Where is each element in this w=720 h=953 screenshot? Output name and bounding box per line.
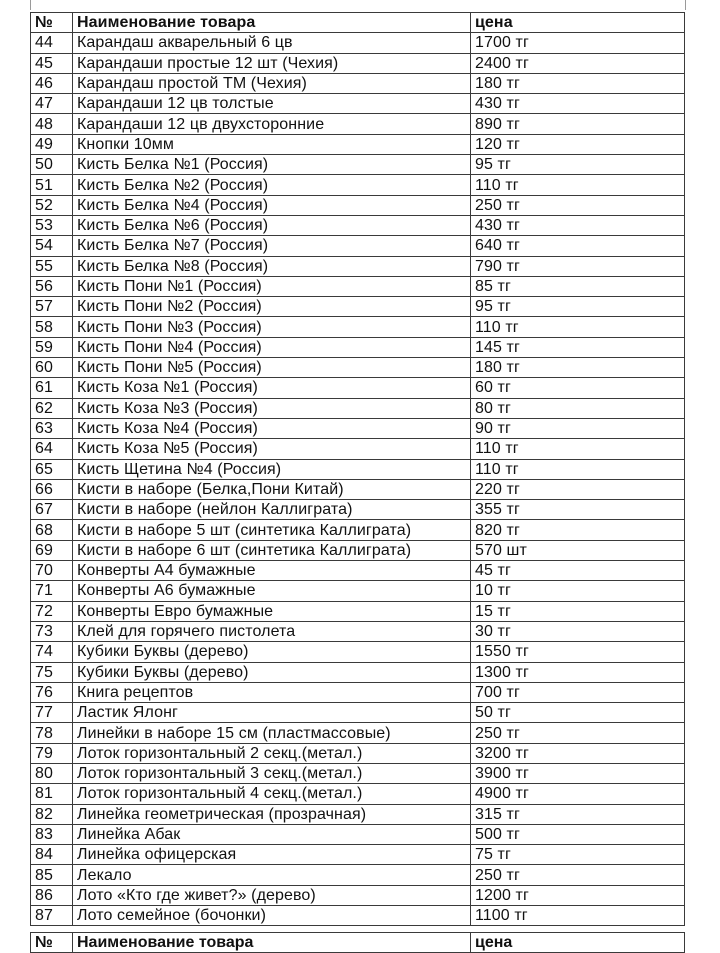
table-row (31, 439, 685, 459)
row-number: 58 (31, 317, 73, 337)
row-item-name: Конверты А6 бумажные (73, 581, 471, 601)
row-price: 85 тг (471, 276, 685, 296)
row-item-name: Кисть Пони №2 (Россия) (73, 297, 471, 317)
table-row (31, 906, 685, 926)
row-price: 90 тг (471, 418, 685, 438)
row-item-name: Кисть Белка №7 (Россия) (73, 236, 471, 256)
row-item-name: Кисть Щетина №4 (Россия) (73, 459, 471, 479)
table-row (31, 195, 685, 215)
row-item-name: Кубики Буквы (дерево) (73, 642, 471, 662)
row-item-name: Книга рецептов (73, 682, 471, 702)
row-number: 45 (31, 53, 73, 73)
row-price: 250 тг (471, 865, 685, 885)
row-price: 700 тг (471, 682, 685, 702)
row-number: 67 (31, 500, 73, 520)
row-price: 110 тг (471, 459, 685, 479)
row-number: 86 (31, 885, 73, 905)
row-price: 145 тг (471, 337, 685, 357)
row-number: 51 (31, 175, 73, 195)
row-price: 180 тг (471, 358, 685, 378)
row-number: 61 (31, 378, 73, 398)
row-price: 430 тг (471, 215, 685, 235)
row-number: 81 (31, 784, 73, 804)
row-item-name: Лото семейное (бочонки) (73, 906, 471, 926)
table-row (31, 662, 685, 682)
row-number: 59 (31, 337, 73, 357)
price-table (30, 12, 685, 926)
table-row (31, 418, 685, 438)
row-number: 75 (31, 662, 73, 682)
page-corner-mark-left (30, 0, 31, 10)
cut-header-price: цена (471, 933, 685, 953)
table-row (31, 236, 685, 256)
table-row (31, 459, 685, 479)
row-number: 68 (31, 520, 73, 540)
row-item-name: Кисть Коза №3 (Россия) (73, 398, 471, 418)
cut-header-number: № (31, 933, 73, 953)
row-item-name: Линейки в наборе 15 см (пластмассовые) (73, 723, 471, 743)
row-item-name: Ластик Ялонг (73, 703, 471, 723)
table-header-row (31, 13, 685, 33)
row-item-name: Лекало (73, 865, 471, 885)
row-number: 78 (31, 723, 73, 743)
row-price: 250 тг (471, 195, 685, 215)
header-price: цена (471, 13, 685, 33)
table-row (31, 581, 685, 601)
row-number: 47 (31, 94, 73, 114)
row-number: 76 (31, 682, 73, 702)
row-item-name: Кисти в наборе 6 шт (синтетика Каллиграта) (73, 540, 471, 560)
page-corner-mark-right (685, 0, 686, 10)
row-item-name: Клей для горячего пистолета (73, 621, 471, 641)
row-item-name: Линейка геометрическая (прозрачная) (73, 804, 471, 824)
row-item-name: Кисть Белка №6 (Россия) (73, 215, 471, 235)
row-item-name: Кисть Белка №8 (Россия) (73, 256, 471, 276)
table-row (31, 215, 685, 235)
row-number: 82 (31, 804, 73, 824)
row-item-name: Кисть Белка №2 (Россия) (73, 175, 471, 195)
table-row (31, 743, 685, 763)
row-number: 48 (31, 114, 73, 134)
row-price: 120 тг (471, 134, 685, 154)
row-number: 54 (31, 236, 73, 256)
row-price: 110 тг (471, 317, 685, 337)
table-row (31, 297, 685, 317)
row-price: 1550 тг (471, 642, 685, 662)
table-row (31, 642, 685, 662)
table-row (31, 358, 685, 378)
row-number: 53 (31, 215, 73, 235)
row-number: 85 (31, 865, 73, 885)
row-item-name: Кисть Белка №1 (Россия) (73, 155, 471, 175)
table-row (31, 723, 685, 743)
row-price: 1300 тг (471, 662, 685, 682)
table-row (31, 53, 685, 73)
row-item-name: Кисти в наборе (нейлон Каллиграта) (73, 500, 471, 520)
row-price: 430 тг (471, 94, 685, 114)
table-row (31, 276, 685, 296)
row-item-name: Кисть Коза №5 (Россия) (73, 439, 471, 459)
row-number: 80 (31, 763, 73, 783)
table-row (31, 114, 685, 134)
row-number: 83 (31, 824, 73, 844)
table-row (31, 256, 685, 276)
next-page-header-fragment (30, 932, 684, 951)
row-price: 80 тг (471, 398, 685, 418)
table-row (31, 337, 685, 357)
row-item-name: Карандаш акварельный 6 цв (73, 33, 471, 53)
row-price: 1200 тг (471, 885, 685, 905)
table-body (31, 33, 685, 926)
row-price: 45 тг (471, 561, 685, 581)
row-item-name: Кисть Коза №4 (Россия) (73, 418, 471, 438)
table-row (31, 155, 685, 175)
row-number: 55 (31, 256, 73, 276)
row-item-name: Кисть Белка №4 (Россия) (73, 195, 471, 215)
row-item-name: Карандаши 12 цв толстые (73, 94, 471, 114)
row-price: 110 тг (471, 439, 685, 459)
row-number: 77 (31, 703, 73, 723)
row-price: 180 тг (471, 73, 685, 93)
table-row (31, 479, 685, 499)
row-item-name: Кисти в наборе (Белка,Пони Китай) (73, 479, 471, 499)
row-price: 4900 тг (471, 784, 685, 804)
row-item-name: Кисти в наборе 5 шт (синтетика Каллиграта) (73, 520, 471, 540)
table-row (31, 175, 685, 195)
table-row (31, 540, 685, 560)
row-item-name: Линейка офицерская (73, 845, 471, 865)
table-row (31, 703, 685, 723)
row-item-name: Конверты А4 бумажные (73, 561, 471, 581)
table-row (31, 317, 685, 337)
row-price: 3200 тг (471, 743, 685, 763)
table-row (31, 561, 685, 581)
row-number: 50 (31, 155, 73, 175)
table-row (31, 94, 685, 114)
row-number: 87 (31, 906, 73, 926)
row-number: 72 (31, 601, 73, 621)
row-price: 1700 тг (471, 33, 685, 53)
row-item-name: Лоток горизонтальный 4 секц.(метал.) (73, 784, 471, 804)
row-number: 84 (31, 845, 73, 865)
row-item-name: Карандаши простые 12 шт (Чехия) (73, 53, 471, 73)
row-item-name: Кнопки 10мм (73, 134, 471, 154)
row-price: 60 тг (471, 378, 685, 398)
table-row (31, 865, 685, 885)
table-row (31, 763, 685, 783)
row-number: 66 (31, 479, 73, 499)
row-number: 71 (31, 581, 73, 601)
table-row (31, 824, 685, 844)
cut-header-row (31, 933, 685, 953)
row-item-name: Кисть Пони №4 (Россия) (73, 337, 471, 357)
row-number: 46 (31, 73, 73, 93)
row-price: 30 тг (471, 621, 685, 641)
table-row (31, 845, 685, 865)
table-row (31, 682, 685, 702)
row-price: 890 тг (471, 114, 685, 134)
table-row (31, 33, 685, 53)
row-price: 820 тг (471, 520, 685, 540)
table-row (31, 520, 685, 540)
row-price: 3900 тг (471, 763, 685, 783)
row-price: 640 тг (471, 236, 685, 256)
cut-header-name: Наименование товара (73, 933, 471, 953)
row-number: 49 (31, 134, 73, 154)
row-price: 75 тг (471, 845, 685, 865)
row-price: 1100 тг (471, 906, 685, 926)
row-item-name: Кисть Пони №1 (Россия) (73, 276, 471, 296)
row-item-name: Лоток горизонтальный 3 секц.(метал.) (73, 763, 471, 783)
row-price: 315 тг (471, 804, 685, 824)
row-price: 355 тг (471, 500, 685, 520)
table-row (31, 601, 685, 621)
table-row (31, 885, 685, 905)
row-price: 110 тг (471, 175, 685, 195)
row-price: 570 шт (471, 540, 685, 560)
table-row (31, 398, 685, 418)
row-number: 62 (31, 398, 73, 418)
row-item-name: Карандаш простой ТМ (Чехия) (73, 73, 471, 93)
row-item-name: Кисть Пони №5 (Россия) (73, 358, 471, 378)
row-number: 65 (31, 459, 73, 479)
row-item-name: Лото «Кто где живет?» (дерево) (73, 885, 471, 905)
row-item-name: Карандаши 12 цв двухсторонние (73, 114, 471, 134)
row-price: 15 тг (471, 601, 685, 621)
row-item-name: Кубики Буквы (дерево) (73, 662, 471, 682)
row-price: 95 тг (471, 297, 685, 317)
row-price: 95 тг (471, 155, 685, 175)
row-number: 64 (31, 439, 73, 459)
row-item-name: Конверты Евро бумажные (73, 601, 471, 621)
table-row (31, 500, 685, 520)
table-row (31, 804, 685, 824)
row-item-name: Кисть Пони №3 (Россия) (73, 317, 471, 337)
row-number: 44 (31, 33, 73, 53)
row-number: 69 (31, 540, 73, 560)
row-item-name: Лоток горизонтальный 2 секц.(метал.) (73, 743, 471, 763)
row-number: 63 (31, 418, 73, 438)
header-name: Наименование товара (73, 13, 471, 33)
table-row (31, 73, 685, 93)
table-row (31, 621, 685, 641)
table-row (31, 134, 685, 154)
row-price: 250 тг (471, 723, 685, 743)
row-price: 500 тг (471, 824, 685, 844)
row-number: 79 (31, 743, 73, 763)
row-number: 70 (31, 561, 73, 581)
table-row (31, 378, 685, 398)
row-number: 74 (31, 642, 73, 662)
row-number: 73 (31, 621, 73, 641)
table-row (31, 784, 685, 804)
row-number: 52 (31, 195, 73, 215)
row-price: 10 тг (471, 581, 685, 601)
row-price: 790 тг (471, 256, 685, 276)
row-number: 60 (31, 358, 73, 378)
row-number: 56 (31, 276, 73, 296)
row-price: 2400 тг (471, 53, 685, 73)
row-price: 50 тг (471, 703, 685, 723)
row-number: 57 (31, 297, 73, 317)
row-item-name: Кисть Коза №1 (Россия) (73, 378, 471, 398)
row-price: 220 тг (471, 479, 685, 499)
row-item-name: Линейка Абак (73, 824, 471, 844)
header-number: № (31, 13, 73, 33)
